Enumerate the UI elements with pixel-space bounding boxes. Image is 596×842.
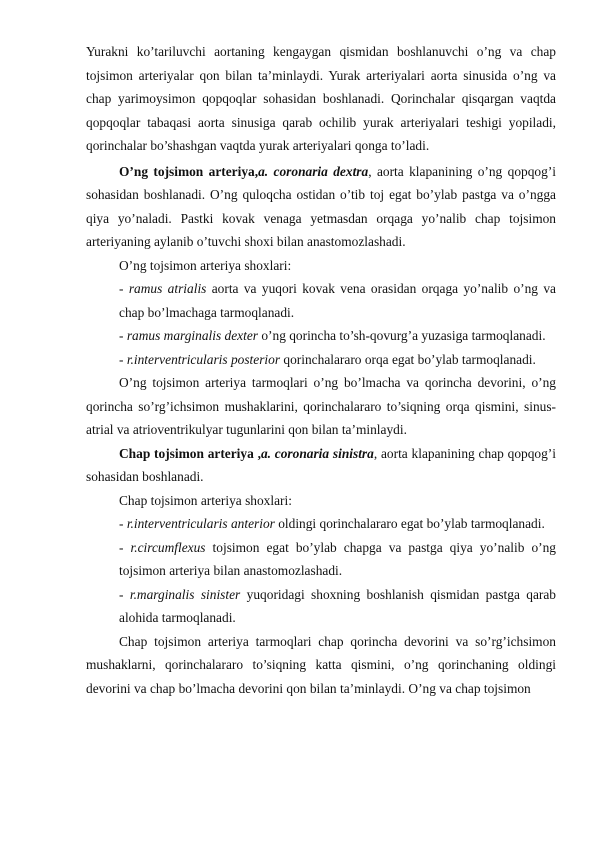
left-coronary-paragraph	[86, 442, 556, 489]
latin-term: ramus marginalis dexter	[126, 328, 258, 343]
bullet-dash: -	[119, 586, 130, 602]
list-item	[86, 324, 556, 348]
list-item	[86, 348, 556, 372]
bullet-dash: -	[119, 281, 129, 296]
latin-term: a. coronaria dextra	[258, 163, 369, 179]
bullet-dash: -	[119, 516, 127, 531]
item-text: o’ng qorincha to’sh-qovurg’a yuzasiga tarmoqlanadi.	[258, 328, 546, 343]
right-coronary-paragraph	[86, 160, 556, 254]
term-bold: O’ng tojsimon arteriya,	[119, 163, 259, 179]
item-text: tojsimon egat bo’ylab chapga va pastga qiya yo’nalib o’ng tojsimon arteriya bilan anastomozlashadi.	[119, 539, 556, 578]
list-item	[86, 277, 556, 324]
item-text: qorinchalararo orqa egat bo’ylab tarmoqlanadi.	[280, 351, 536, 367]
latin-term: r.interventricularis anterior	[126, 516, 275, 531]
list-item	[86, 536, 556, 583]
latin-term: r.interventricularis posterior	[126, 351, 281, 367]
list-item	[86, 583, 556, 630]
item-text: yuqoridagi shoxning boshlanish qismidan pastga qarab alohida tarmoqlanadi.	[119, 586, 556, 625]
right-branches-heading: O’ng tojsimon arteriya shoxlari:	[119, 257, 292, 273]
latin-term: a. coronaria sinistra	[260, 445, 374, 461]
right-supply-paragraph: O’ng tojsimon arteriya tarmoqlari o’ng bo’lmacha va qorincha devorini, o’ng qorincha so’rg’ichsimon mushaklarini, qorinchalararo to’siqning orqa qismini, sinus-atrial va atrioventrikulyar tugunlarini qon bilan ta’minlaydi.	[86, 375, 556, 437]
latin-term: r.circumflexus	[130, 539, 206, 555]
paragraph-text: , aorta klapanining chap qopqog’i sohasidan boshlanadi.	[86, 445, 556, 484]
bullet-dash: -	[119, 351, 127, 367]
item-text: oldingi qorinchalararo egat bo’ylab tarmoqlanadi.	[274, 516, 545, 531]
item-text: aorta va yuqori kovak vena orasidan orqaga yo’nalib o’ng va chap bo’lmachaga tarmoqlanadi.	[119, 281, 556, 320]
term-bold: Chap tojsimon arteriya ,	[119, 445, 261, 461]
bullet-dash: -	[119, 539, 131, 555]
paragraph-text: , aorta klapanining o’ng qopqog’i sohasidan boshlanadi. O’ng quloqcha ostidan o’tib toj egat bo’ylab pastga va o’ngga qiya yo’naladi. Pastki kovak venaga yetmasdan orqaga yo’nalib chap tojsimon arteriyaning aylanib o’tuvchi shoxi bilan anastomozlashadi.	[86, 163, 556, 249]
left-branches-heading: Chap tojsimon arteriya shoxlari:	[119, 492, 292, 508]
list-item	[86, 512, 556, 536]
document-page	[86, 40, 556, 700]
left-supply-paragraph: Chap tojsimon arteriya tarmoqlari chap qorincha devorini va so’rg’ichsimon mushaklarni, qorinchalararo to’siqning katta qismini, o’ng qorinchaning oldingi devorini va chap bo’lmacha devorini qon bilan ta’minlaydi. O’ng va chap tojsimon	[86, 633, 556, 696]
latin-term: ramus atrialis	[128, 281, 207, 296]
bullet-dash: -	[119, 328, 127, 343]
latin-term: r.marginalis sinister	[129, 586, 241, 602]
intro-paragraph: Yurakni ko’tariluvchi aortaning kengaygan qismidan boshlanuvchi o’ng va chap tojsimon arteriyalar qon bilan ta’minlaydi. Yurak arteriyalari aorta sinusida o’ng va chap yarimoysimon qopqoqlar sohasidan boshlanadi. Qorinchalar qisqargan vaqtda qopqoqlar tabaqasi aorta sinusiga qarab ochilib yurak arteriyalari teshigi yopiladi, qorinchalar bo’shashgan vaqtda yurak arteriyalari qonga to’ladi.	[86, 44, 556, 153]
